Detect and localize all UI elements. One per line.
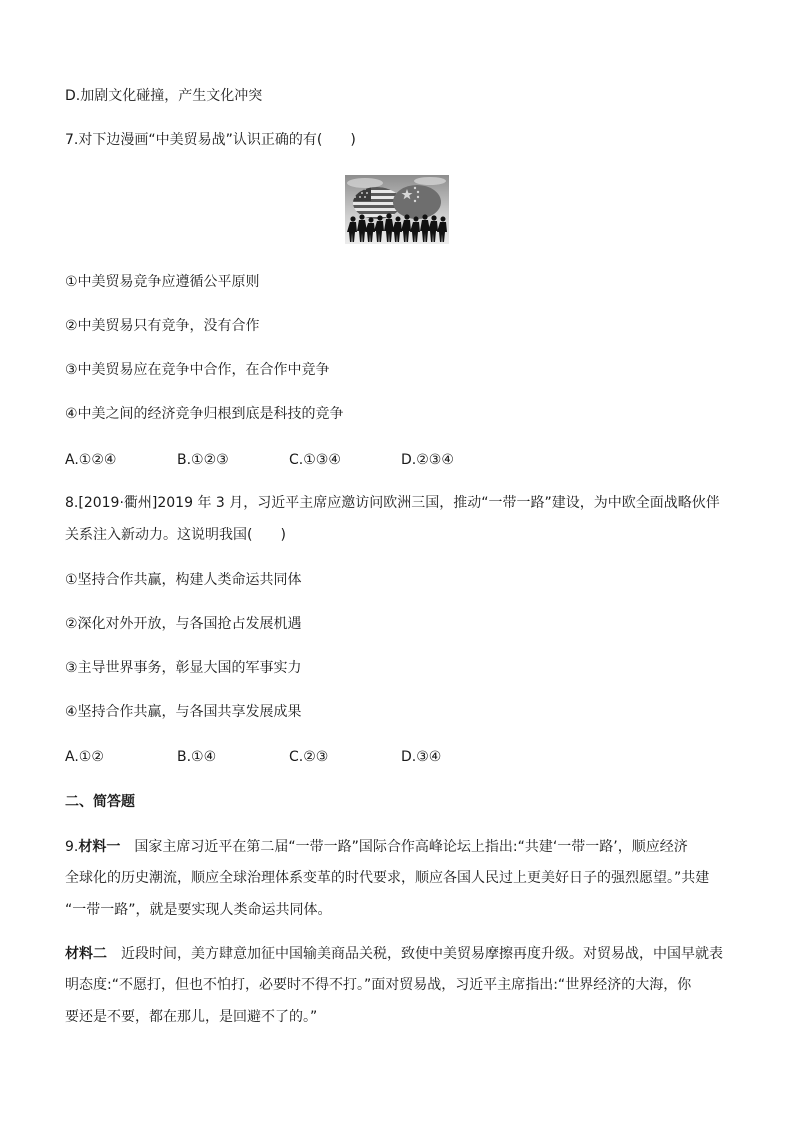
q7-statement-3: ③中美贸易应在竞争中合作，在合作中竞争 [65, 362, 330, 378]
q8-stem-line-2: 关系注入新动力。这说明我国( ) [65, 527, 286, 543]
q8-statement-3: ③主导世界事务，彰显大国的军事实力 [65, 660, 302, 676]
q9-material1-line-2: 全球化的历史潮流，顺应全球治理体系变革的时代要求，顺应各国人民过上更美好日子的强烈愿望。”共建 [65, 870, 710, 886]
q7-statement-2: ②中美贸易只有竞争，没有合作 [65, 318, 260, 334]
q6-option-d: D.加剧文化碰撞，产生文化冲突 [65, 88, 263, 104]
q8-statement-2: ②深化对外开放，与各国抢占发展机遇 [65, 616, 302, 632]
q7-stem: 7.对下边漫画“中美贸易战”认识正确的有( ) [65, 132, 356, 148]
section-heading: 二、简答题 [65, 794, 135, 810]
q8-choice-d: D.③④ [401, 749, 442, 765]
trade-war-cartoon [345, 175, 449, 244]
q9-material2-line-2: 明态度:“不愿打，但也不怕打，必要时不得不打。”面对贸易战，习近平主席指出:“世界经济的大海，你 [65, 977, 692, 993]
q9-material1-line-3: “一带一路”，就是要实现人类命运共同体。 [65, 902, 332, 918]
q8-statement-1: ①坚持合作共赢，构建人类命运共同体 [65, 572, 302, 588]
material2-text: 近段时间，美方肆意加征中国输美商品关税，致使中美贸易摩擦再度升级。对贸易战，中国早就表 [107, 946, 723, 962]
q9-material2-line-1 [65, 944, 723, 964]
q8-stem-line-1: 8.[2019·衢州]2019 年 3 月，习近平主席应邀访问欧洲三国，推动“一带一路”建设，为中欧全面战略伙伴 [65, 495, 720, 511]
q9-number: 9. [65, 839, 79, 855]
q7-statement-1: ①中美贸易竞争应遵循公平原则 [65, 274, 260, 290]
q7-choice-d: D.②③④ [401, 452, 454, 468]
q7-choice-a: A.①②④ [65, 452, 117, 468]
q9-material1-line-1 [65, 837, 688, 857]
q7-statement-4: ④中美之间的经济竞争归根到底是科技的竞争 [65, 406, 344, 422]
material2-label: 材料二 [65, 946, 107, 962]
material1-label: 材料一 [78, 839, 121, 855]
material1-text: 国家主席习近平在第二届“一带一路”国际合作高峰论坛上指出:“共建‘一带一路’，顺应经济 [120, 839, 688, 855]
q7-choice-b: B.①②③ [177, 452, 229, 468]
q8-choice-b: B.①④ [177, 749, 217, 765]
q9-material2-line-3: 要还是不要，都在那儿，是回避不了的。” [65, 1009, 318, 1025]
q7-choice-c: C.①③④ [289, 452, 341, 468]
q8-choice-c: C.②③ [289, 749, 329, 765]
q8-statement-4: ④坚持合作共赢，与各国共享发展成果 [65, 704, 302, 720]
q8-choice-a: A.①② [65, 749, 104, 765]
